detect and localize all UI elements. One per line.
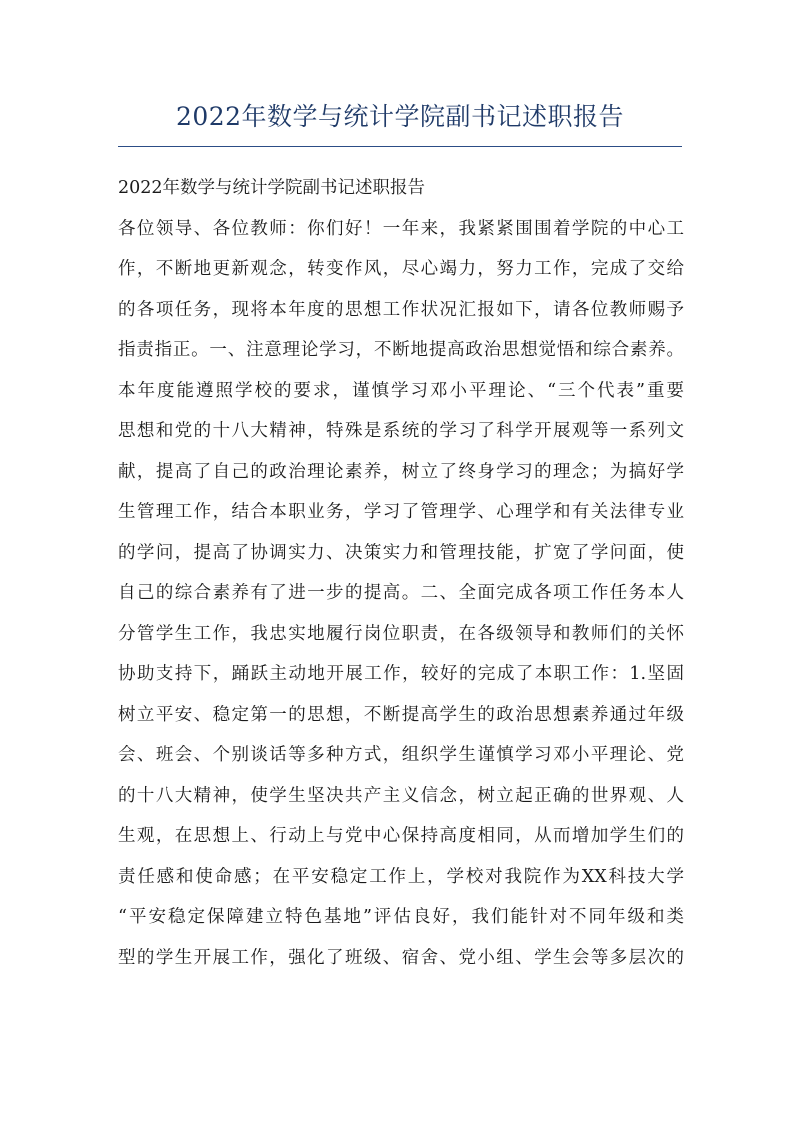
body-text-line: 型的学生开展工作，强化了班级、宿舍、党小组、学生会等多层次的 — [118, 947, 684, 968]
body-text-line: 本年度能遵照学校的要求，谨慎学习邓小平理论、“三个代表”重要 — [118, 380, 684, 401]
body-text-line: 的学问，提高了协调实力、决策实力和管理技能，扩宽了学问面，使 — [118, 542, 684, 563]
body-text-line: 的各项任务，现将本年度的思想工作状况汇报如下，请各位教师赐予 — [118, 299, 684, 320]
body-text-line: 生观，在思想上、行动上与党中心保持高度相同，从而增加学生们的 — [118, 826, 684, 846]
body-text-line: 的十八大精神，使学生坚决共产主义信念，树立起正确的世界观、人 — [118, 785, 684, 806]
document-body — [118, 176, 684, 986]
body-subtitle-line: 2022年数学与统计学院副书记述职报告 — [118, 178, 426, 198]
body-text-line: 指责指正。一、注意理论学习，不断地提高政治思想觉悟和综合素养。 — [118, 340, 684, 360]
body-text-line: 自己的综合素养有了进一步的提高。二、全面完成各项工作任务本人 — [118, 583, 684, 603]
body-text-line: 生管理工作，结合本职业务，学习了管理学、心理学和有关法律专业 — [118, 502, 684, 522]
body-text-line: 思想和党的十八大精神，特殊是系统的学习了科学开展观等一系列文 — [118, 421, 684, 441]
title-underline — [118, 146, 682, 147]
body-text-line: 树立平安、稳定第一的思想，不断提高学生的政治思想素养通过年级 — [118, 704, 684, 725]
body-text-line: 会、班会、个别谈话等多种方式，组织学生谨慎学习邓小平理论、党 — [118, 745, 684, 765]
body-text-line: 各位领导、各位教师：你们好！一年来，我紧紧围围着学院的中心工 — [118, 218, 684, 239]
document-title: 2022年数学与统计学院副书记述职报告 — [175, 102, 625, 131]
body-text-line: 作，不断地更新观念，转变作风，尽心竭力，努力工作，完成了交给 — [118, 259, 684, 279]
body-text-line: 协助支持下，踊跃主动地开展工作，较好的完成了本职工作：1.坚固 — [118, 664, 684, 684]
body-text-line: “平安稳定保障建立特色基地”评估良好，我们能针对不同年级和类 — [118, 907, 684, 927]
body-text-line: 献，提高了自己的政治理论素养，树立了终身学习的理念；为搞好学 — [118, 461, 684, 482]
body-text-line: 分管学生工作，我忠实地履行岗位职责，在各级领导和教师们的关怀 — [118, 623, 684, 644]
body-text-line: 责任感和使命感；在平安稳定工作上，学校对我院作为XX科技大学 — [118, 866, 684, 887]
